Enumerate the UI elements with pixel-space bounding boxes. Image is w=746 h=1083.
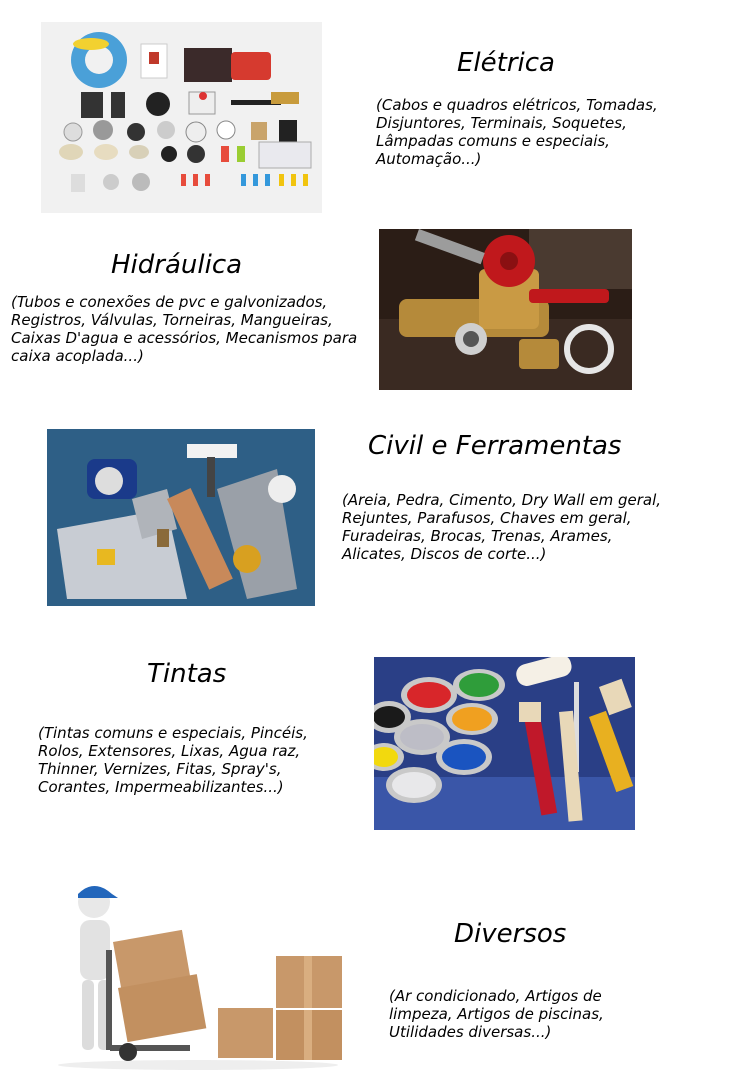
plumbing-products-image	[379, 229, 632, 390]
category-title-tintas: Tintas	[147, 659, 227, 689]
electrical-products-image	[41, 22, 322, 213]
category-description-hidraulica: (Tubos e conexões de pvc e galvonizados, Registros, Válvulas, Torneiras, Mangueiras, Caixas D'agua e acessórios, Mecanismos para caixa acoplada...)	[11, 293, 358, 365]
category-description-civil-ferramentas: (Areia, Pedra, Cimento, Dry Wall em geral, Rejuntes, Parafusos, Chaves em geral, Furadeiras, Brocas, Trenas, Arames, Alicates, Discos de corte...)	[342, 491, 661, 563]
category-title-diversos: Diversos	[454, 919, 567, 949]
category-description-eletrica: (Cabos e quadros elétricos, Tomadas, Disjuntores, Terminais, Soquetes, Lâmpadas comuns e especiais, Automação...)	[376, 96, 658, 168]
paints-image	[374, 657, 635, 830]
delivery-boxes-image	[58, 880, 348, 1070]
tools-image	[47, 429, 315, 606]
category-description-tintas: (Tintas comuns e especiais, Pincéis, Rolos, Extensores, Lixas, Agua raz, Thinner, Vernizes, Fitas, Spray's, Corantes, Impermeabilizantes...)	[38, 724, 308, 796]
category-description-diversos: (Ar condicionado, Artigos de limpeza, Artigos de piscinas, Utilidades diversas...)	[389, 987, 604, 1041]
category-title-civil-ferramentas: Civil e Ferramentas	[368, 431, 622, 461]
category-title-hidraulica: Hidráulica	[111, 250, 243, 280]
category-title-eletrica: Elétrica	[457, 48, 555, 78]
